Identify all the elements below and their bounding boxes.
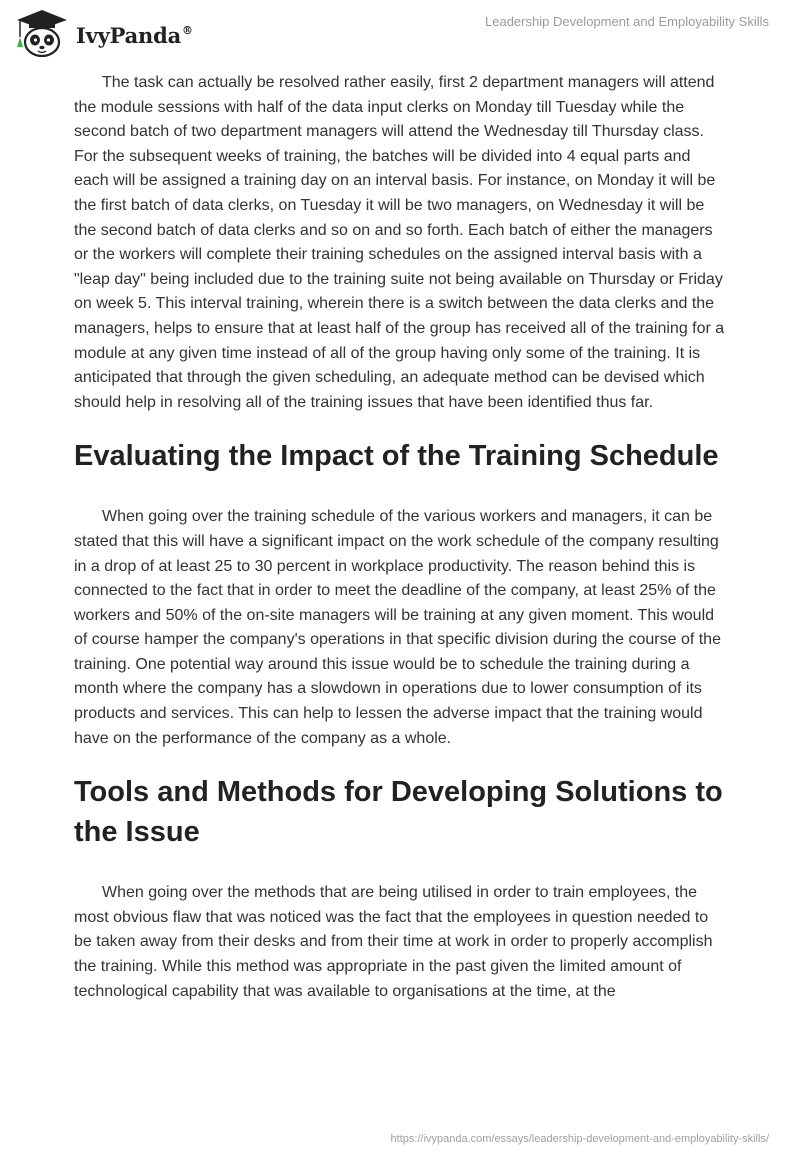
document-title: Leadership Development and Employability Skills — [485, 14, 769, 29]
paragraph-task-resolution: The task can actually be resolved rather easily, first 2 department managers will attend the module sessions with half of the data input clerks on Monday till Tuesday while the second batch of two department managers will attend the Wednesday till Thursday class. For the subsequent weeks of training, the batches will be divided into 4 equal parts and each will be assigned a training day on an interval basis. For instance, on Monday it will be the first batch of data clerks, on Tuesday it will be two managers, on Wednesday it will be the second batch of data clerks and so on and so forth. Each batch of either the managers or the workers will complete their training schedules on the assigned interval basis with a "leap day" being included due to the training suite not being available on Thursday or Friday on week 5. This interval training, wherein there is a switch between the data clerks and the managers, helps to ensure that at least half of the group has received all of the training for a module at any given time instead of all of the group having only some of the training. It is anticipated that through the given scheduling, an adequate method can be devised which should help in resolving all of the training issues that have been identified thus far. — [74, 74, 725, 411]
essay-body — [74, 71, 728, 1004]
panda-graduate-icon — [14, 9, 70, 59]
ivypanda-logo[interactable] — [14, 9, 214, 59]
page-header — [0, 0, 800, 70]
brand-name: IvyPanda® — [76, 23, 193, 48]
paragraph-impact: When going over the training schedule of the various workers and managers, it can be stated that this will have a significant impact on the work schedule of the company resulting in a drop of at least 25 to 30 percent in workplace productivity. The reason behind this is connected to the fact that in order to meet the deadline of the company, at least 25% of the workers and 50% of the on-site managers will be training at any given moment. This would of course hamper the company's operations in that specific division during the course of the training. One potential way around this issue would be to schedule the training during a month where the company has a slowdown in operations due to lower consumption of its products and services. This can help to lessen the adverse impact that the training would have on the performance of the company as a whole. — [74, 508, 721, 747]
heading-evaluating-impact: Evaluating the Impact of the Training Schedule — [74, 440, 719, 473]
source-url[interactable]: https://ivypanda.com/essays/leadership-development-and-employability-skills/ — [390, 1133, 769, 1145]
heading-tools-methods: Tools and Methods for Developing Solutions to the Issue — [74, 776, 723, 849]
registered-mark: ® — [182, 24, 193, 37]
paragraph-methods: When going over the methods that are being utilised in order to train employees, the most obvious flaw that was noticed was the fact that the employees in question needed to be taken away from their desks and from their time at work in order to properly accomplish the training. While this method was appropriate in the past given the limited amount of technological capability that was available to organisations at the time, at the — [74, 884, 713, 1000]
